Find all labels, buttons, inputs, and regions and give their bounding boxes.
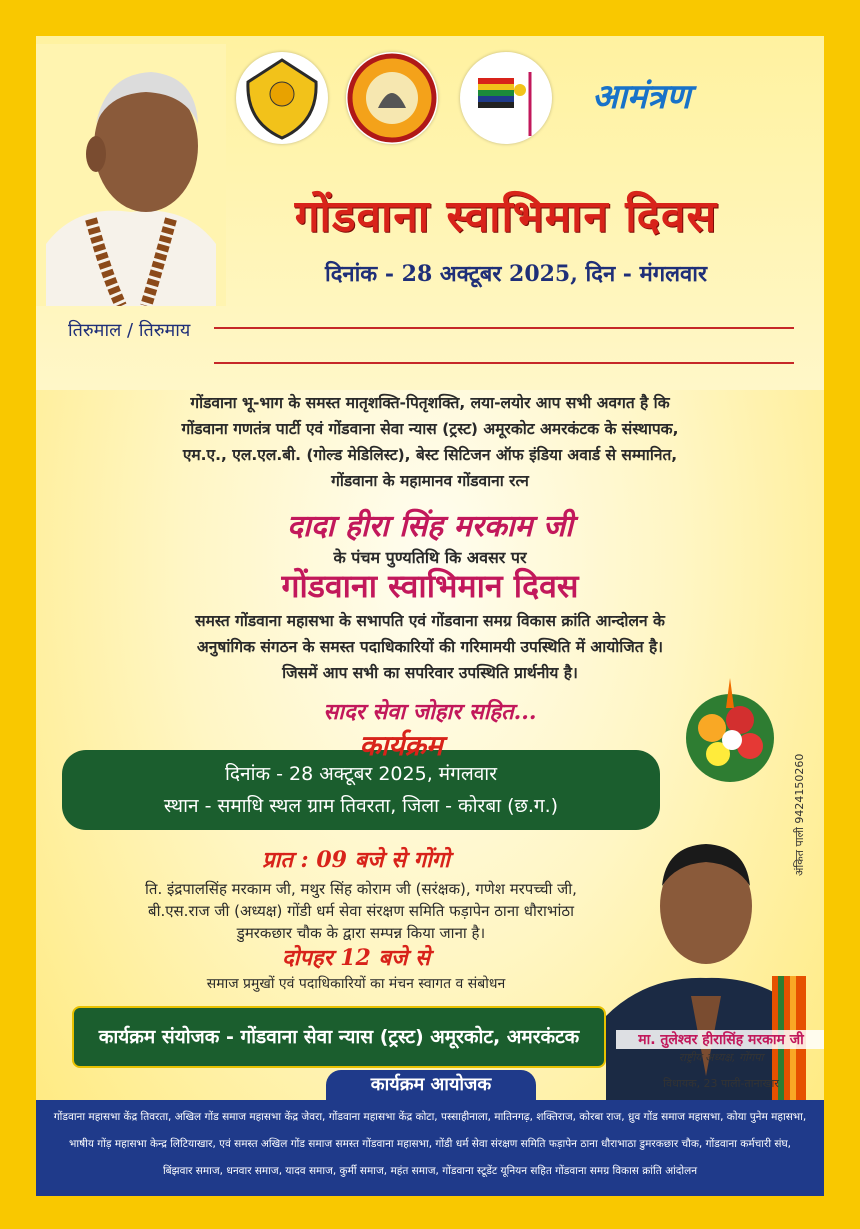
program-venue: स्थान - समाधि स्थल ग्राम तिवरता, जिला - कोरबा (छ.ग.): [163, 795, 559, 817]
address-line-1: [214, 327, 794, 329]
invitation-card: [36, 36, 824, 1196]
program-heading: कार्यक्रम: [359, 729, 443, 762]
designer-credit: अंकित पाली 9424150260: [793, 753, 806, 876]
event-date-line: दिनांक - 28 अक्टूबर 2025, दिन - मंगलवार: [325, 261, 707, 287]
event-title: गोंडवाना स्वाभिमान दिवस: [294, 191, 718, 242]
intro-paragraph: गोंडवाना भू-भाग के समस्त मातृशक्ति-पितृशक्ति, लया-लयोर आप सभी अवगत है कि गोंडवाना गणतंत्र पार्टी एवं गोंडवाना सेवा न्यास (ट्रस्ट) अमूरकोट अमरकंटक के संस्थापक, एम.ए., एल.एल.बी. (गोल्ड मेडिलिस्ट), बेस्ट सिटिजन ऑफ इंडिया अवार्ड से सम्मानित, गोंडवाना के महामानव गोंडवाना रत्न: [181, 394, 679, 490]
convener-banner: कार्यक्रम संयोजक - गोंडवाना सेवा न्यास (ट्रस्ट) अमूरकोट, अमरकंटक: [72, 1006, 606, 1068]
honoree-name: दादा हीरा सिंह मरकाम जी: [287, 509, 573, 544]
addressee-label: तिरुमाल / तिरुमाय: [68, 320, 191, 341]
mla-constituency: विधायक, 23 पाली-तानाखार: [663, 1077, 779, 1090]
organizers-line-1: गोंडवाना महासभा केंद्र तिवरता, अखिल गोंड समाज महासभा केंद्र जेवरा, गोंडवाना महासभा केंद्र कोटा, पस्साहीनाला, मातिनगढ़, शक्तिराज, कोरबा राज, ध्रुव गोंड समाज महासभा, कोया पुनेम महासभा,: [53, 1111, 807, 1123]
flower-bouquet: [670, 668, 790, 798]
afternoon-heading: दोपहर 12 बजे से: [282, 945, 430, 971]
organizers-band: [36, 1100, 824, 1196]
emblem-logo: [236, 52, 328, 144]
amantran-logo: आमंत्रण: [592, 77, 691, 117]
founder-portrait: [36, 44, 226, 306]
morning-heading: प्रात : 09 बजे से गोंगो: [262, 847, 450, 873]
mla-role: राष्ट्रीय अध्यक्ष, गोंगपा: [678, 1051, 764, 1064]
afternoon-details: समाज प्रमुखों एवं पदाधिकारियों का मंचन स्वागत व संबोधन: [206, 976, 506, 992]
address-line-2: [214, 362, 794, 364]
organizers-line-3: बिंझवार समाज, धनवार समाज, यादव समाज, कुर्मी समाज, महंत समाज, गोंडवाना स्टूडेंट यूनियन सहित गोंडवाना समग्र विकास क्रांति आंदोलन: [162, 1165, 698, 1177]
program-date: दिनांक - 28 अक्टूबर 2025, मंगलवार: [225, 763, 497, 785]
mla-name: मा. तुलेश्वर हीरासिंह मरकाम जी: [616, 1030, 824, 1049]
body-paragraph: समस्त गोंडवाना महासभा के सभापति एवं गोंडवाना समग्र विकास क्रांति आन्दोलन के अनुषांगिक संगठन के समस्त पदाधिकारियों की गरिमामयी उपस्थिति में आयोजित है। जिसमें आप सभी का सपरिवार उपस्थिति प्रार्थनीय है।: [195, 612, 665, 682]
gondwana-rajya-logo: [346, 52, 438, 144]
event-title-secondary: गोंडवाना स्वाभिमान दिवस: [281, 567, 579, 605]
morning-details: ति. इंद्रपालसिंह मरकाम जी, मथुर सिंह कोराम जी (सरंक्षक), गणेश मरपच्ची जी, बी.एस.राज जी (अध्यक्ष) गोंडी धर्म सेवा संरक्षण समिति फड़ापेन ठाना धौराभांठा डुमरकछार चौक के द्वारा सम्पन्न किया जाना है।: [145, 880, 577, 942]
organizers-line-2: भाषीय गोंड़ महासभा केन्द्र लिटियाखार, एवं समस्त अखिल गोंड समाज समस्त गोंडवाना महासभा, गोंडी धर्म सेवा संरक्षण समिति फड़ापेन ठाना धौराभाठा डुमरकछार चौक, गोंडवाना कर्मचारी संघ,: [68, 1138, 792, 1150]
organizer-heading: कार्यक्रम आयोजक: [326, 1070, 536, 1100]
flag-logo: [460, 52, 552, 144]
greeting-text: सादर सेवा जोहार सहित...: [323, 699, 537, 725]
occasion-text: के पंचम पुण्यतिथि कि अवसर पर: [333, 548, 527, 567]
